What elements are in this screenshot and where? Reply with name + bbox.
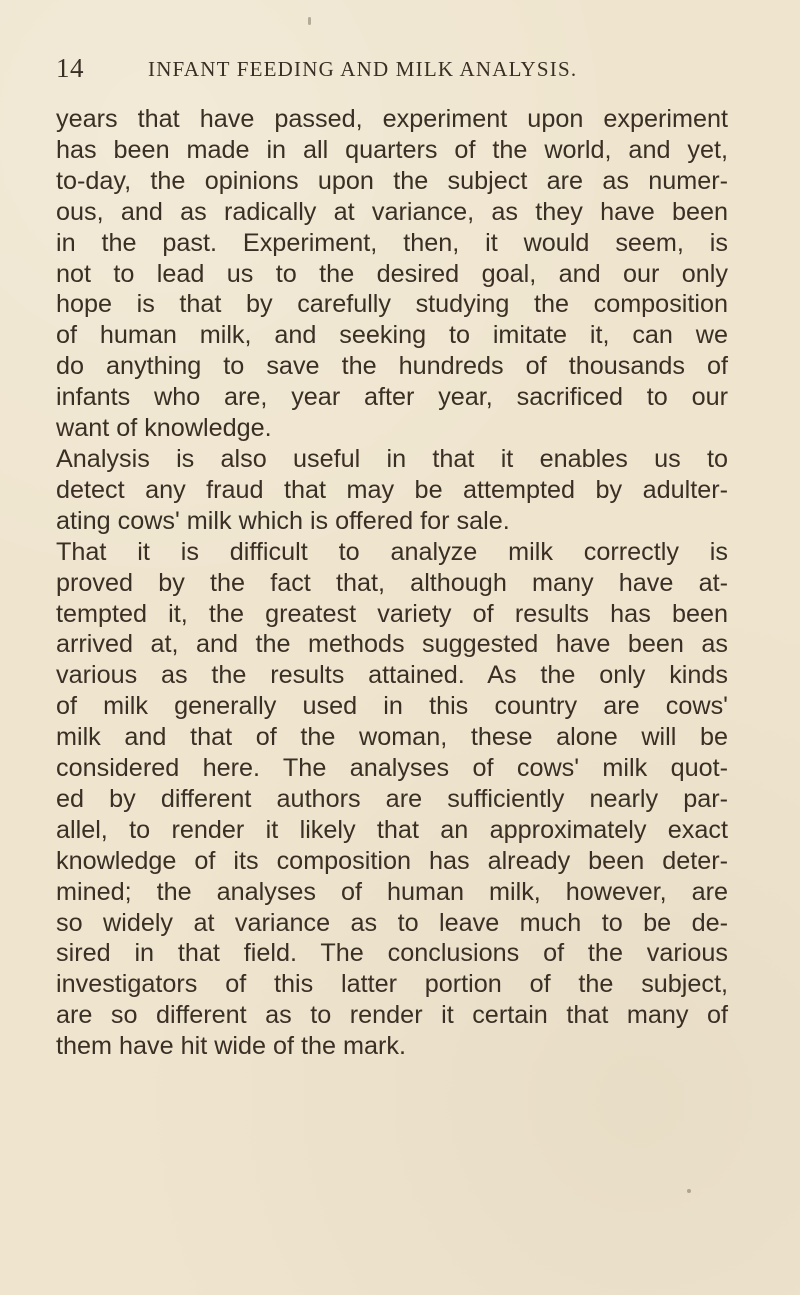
text-line: allel, to render it likely that an approximately exact	[56, 815, 728, 844]
text-line: years that have passed, experiment upon experiment	[56, 105, 728, 133]
running-head	[56, 55, 756, 95]
body-text	[56, 104, 728, 1062]
text-line: arrived at, and the methods suggested have been as	[56, 630, 728, 659]
running-title: INFANT FEEDING AND MILK ANALYSIS.	[148, 57, 578, 81]
text-line: in the past. Experiment, then, it would seem, is	[56, 228, 728, 257]
paper-speck	[308, 17, 311, 25]
page-number: 14	[56, 53, 84, 83]
paragraph-first-line: That it is difficult to analyze milk correctly is	[56, 537, 728, 566]
text-line: ating cows' milk which is offered for sale.	[56, 506, 510, 535]
text-line: various as the results attained. As the only kinds	[56, 661, 728, 690]
paper-speck	[687, 1189, 691, 1193]
text-line: not to lead us to the desired goal, and our only	[56, 259, 728, 288]
text-line: knowledge of its composition has already been deter-	[56, 846, 728, 875]
text-line: considered here. The analyses of cows' milk quot-	[56, 754, 728, 783]
text-line: proved by the fact that, although many have at-	[56, 568, 728, 597]
text-line: ed by different authors are sufficiently nearly par-	[56, 784, 728, 813]
text-line: has been made in all quarters of the world, and yet,	[56, 135, 728, 164]
text-line: sired in that field. The conclusions of the various	[56, 939, 728, 968]
text-line: infants who are, year after year, sacrificed to our	[56, 383, 728, 412]
text-line: so widely at variance as to leave much to be de-	[56, 908, 728, 937]
text-line: do anything to save the hundreds of thousands of	[56, 352, 728, 381]
text-line: tempted it, the greatest variety of results has been	[56, 599, 728, 628]
text-line: them have hit wide of the mark.	[56, 1032, 406, 1061]
text-line: to-day, the opinions upon the subject are as numer-	[56, 166, 728, 195]
text-line: of milk generally used in this country are cows'	[56, 692, 728, 721]
text-line: ous, and as radically at variance, as they have been	[56, 197, 728, 226]
text-line: hope is that by carefully studying the composition	[56, 290, 728, 319]
text-line: of human milk, and seeking to imitate it, can we	[56, 321, 728, 350]
text-line: are so different as to render it certain that many of	[56, 1001, 728, 1030]
text-line: detect any fraud that may be attempted by adulter-	[56, 475, 728, 504]
text-line: milk and that of the woman, these alone will be	[56, 723, 728, 752]
text-line: mined; the analyses of human milk, however, are	[56, 877, 728, 906]
text-line: want of knowledge.	[56, 414, 272, 443]
text-line: investigators of this latter portion of the subject,	[56, 970, 728, 999]
paragraph-first-line: Analysis is also useful in that it enables us to	[56, 444, 728, 473]
